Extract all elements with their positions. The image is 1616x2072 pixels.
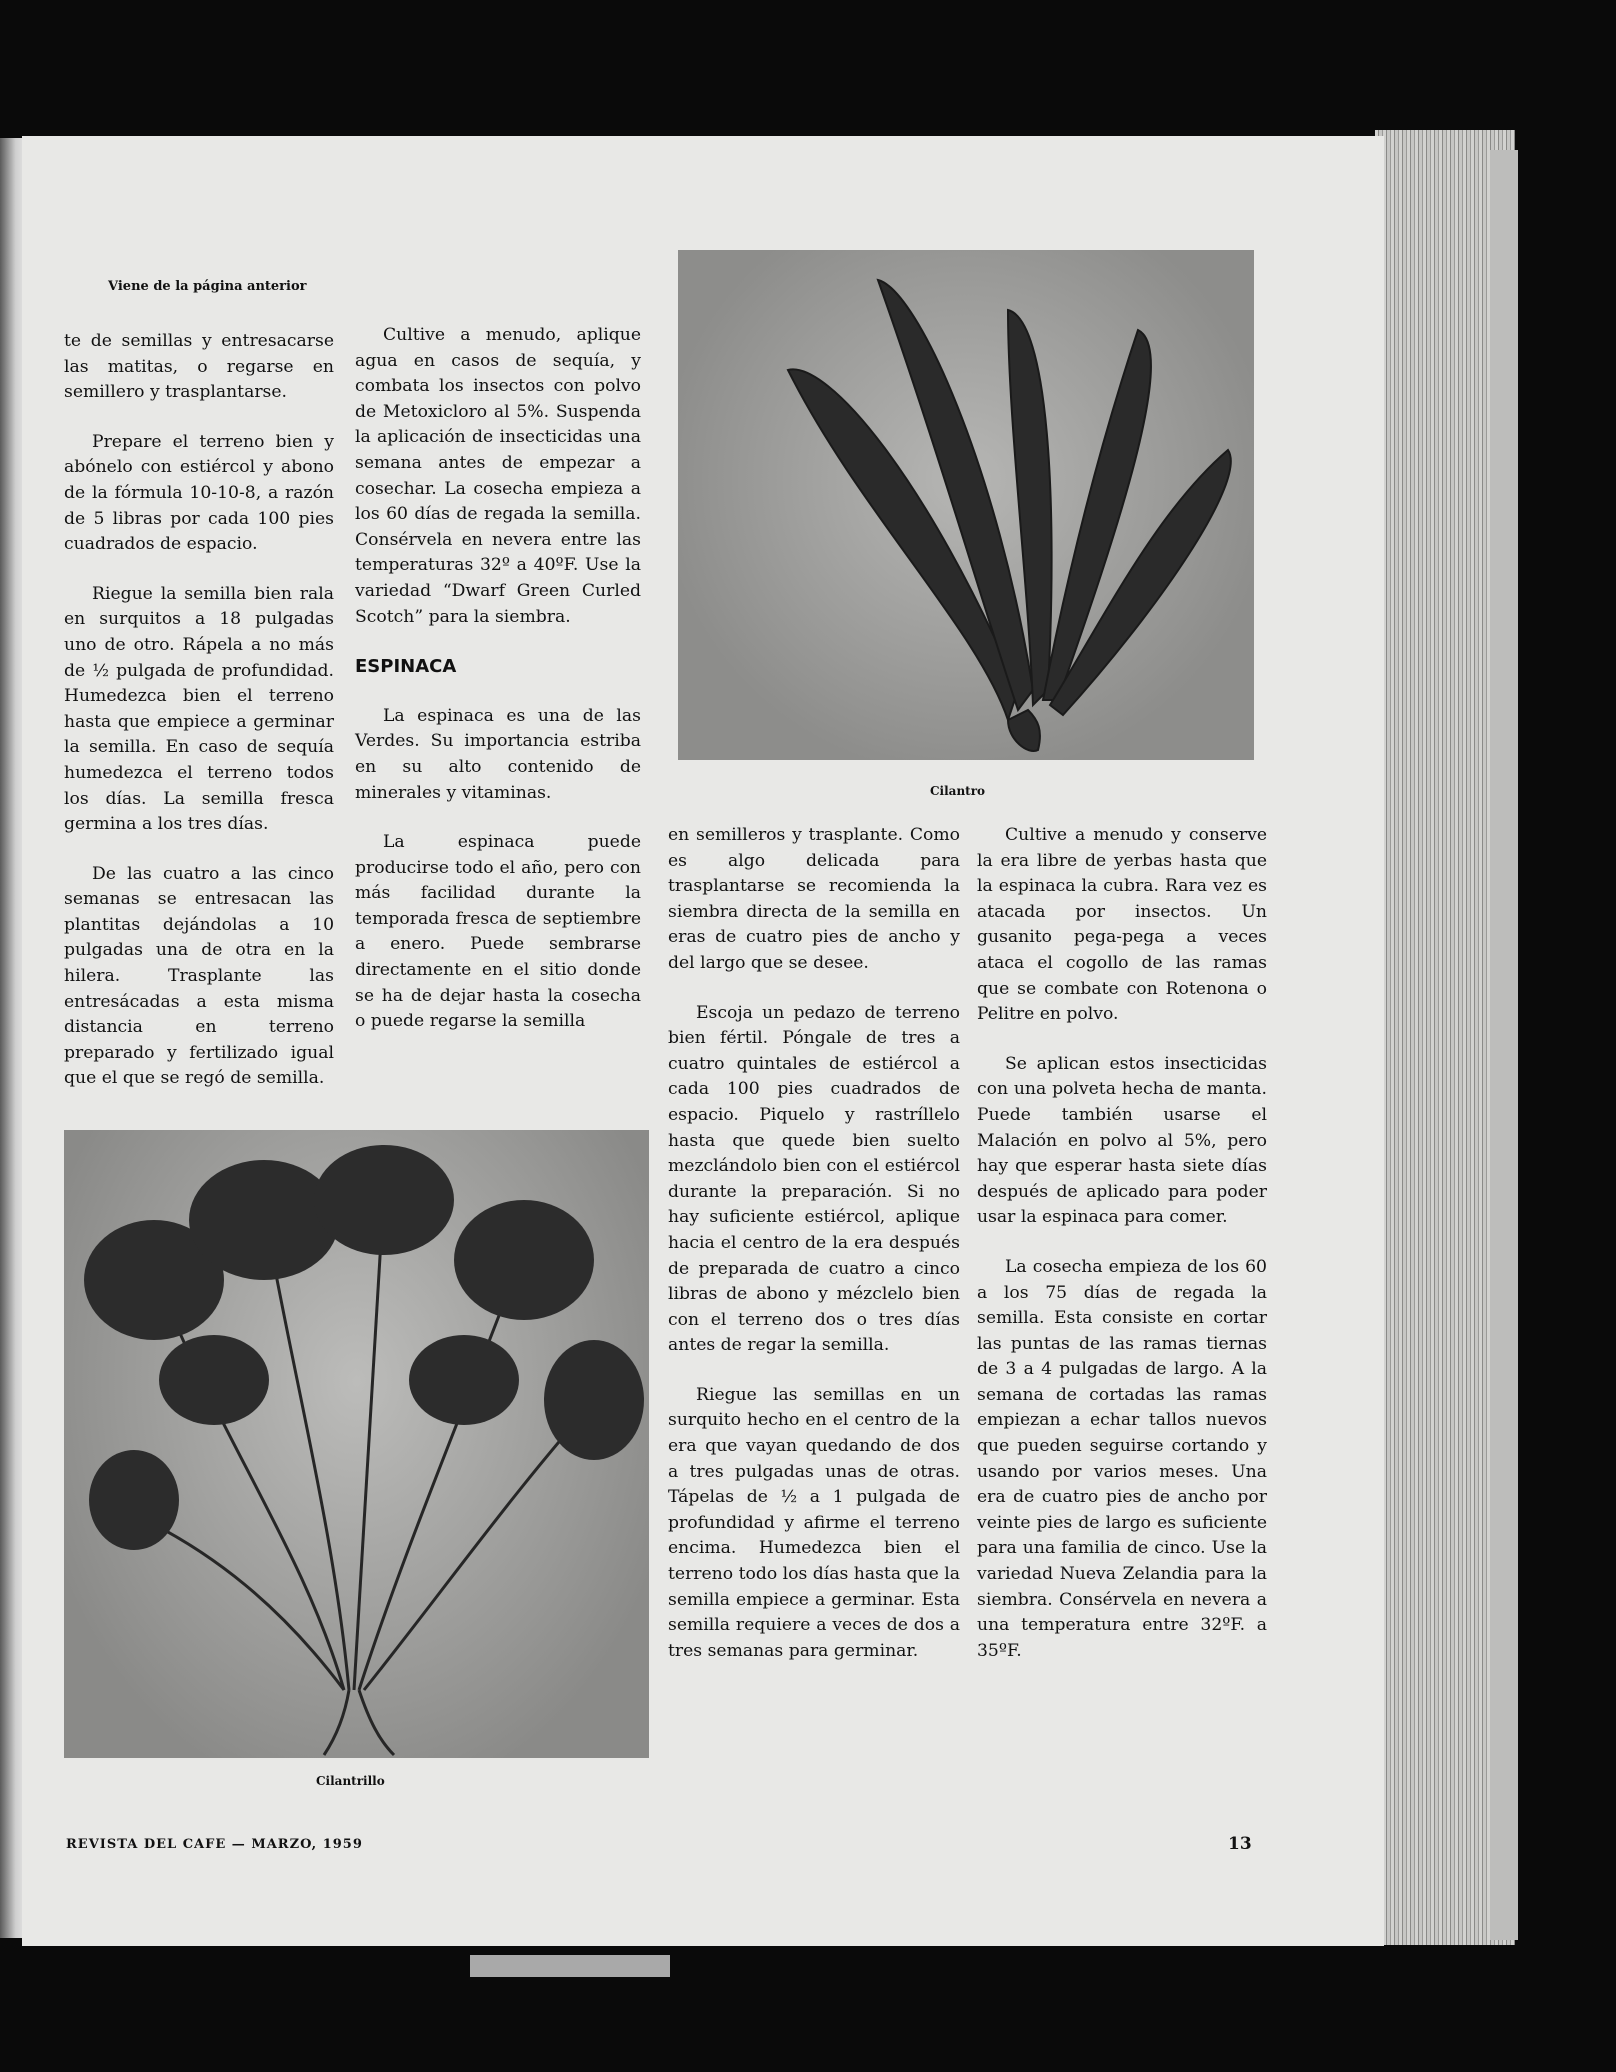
- cilantrillo-photo: [64, 1130, 649, 1758]
- paragraph: Prepare el terreno bien y abónelo con estiércol y abono de la fórmula 10-10-8, a razón de 5 libras por cada 100 pies cuadrados de espacio.: [64, 431, 334, 555]
- paragraph: La cosecha empieza de los 60 a los 75 días de regada la semilla. Esta consiste en cortar las puntas de las ramas tiernas de 3 a 4 pulgadas de largo. A la semana de cortadas las ramas empiezan a echar tallos nuevos que pueden seguirse cortando y usando por varios meses. Una era de cuatro pies de ancho por veinte pies de largo es suficiente para una familia de cinco. Use la variedad Nueva Zelandia para la siembra. Consérvela en nevera a una temperatura entre 32ºF. a 35ºF.: [977, 1256, 1267, 1661]
- cilantro-leaves-illustration: [678, 250, 1254, 760]
- cilantro-photo: [678, 250, 1254, 760]
- paragraph: Se aplican estos insecticidas con una polveta hecha de manta. Puede también usarse el Malación en polvo al 5%, pero hay que esperar hasta siete días después de aplicado para poder usar la espinaca para comer.: [977, 1053, 1267, 1228]
- caption-cilantro: Cilantro: [930, 784, 986, 798]
- paragraph: De las cuatro a las cinco semanas se entresacan las plantitas dejándolas a 10 pulgadas una de otra en la hilera. Trasplante las entresácadas a esta misma distancia en terreno preparado y fertilizado igual que el que se regó de semilla.: [64, 863, 334, 1089]
- paragraph: te de semillas y entresacarse las matitas, o regarse en semillero y trasplantarse.: [64, 331, 334, 403]
- bottom-tab: [470, 1955, 670, 1977]
- caption-cilantrillo: Cilantrillo: [316, 1774, 385, 1788]
- paragraph: Escoja un pedazo de terreno bien fértil. Póngale de tres a cuatro quintales de estiércol a cada 100 pies cuadrados de espacio. Piquelo y rastríllelo hasta que quede bien suelto mezclándolo bien con el estiércol durante la preparación. Si no hay suficiente estiércol, aplique hacia el centro de la era después de preparada de cuatro a cinco libras de abono y mézclelo bien con el terreno dos o tres días antes de regar la semilla.: [668, 1002, 960, 1356]
- page-number: 13: [1228, 1834, 1252, 1854]
- footer-publication: REVISTA DEL CAFE — MARZO, 1959: [66, 1837, 363, 1852]
- cilantrillo-plant-illustration: [64, 1130, 649, 1758]
- paragraph: Cultive a menudo, aplique agua en casos de sequía, y combata los insectos con polvo de Metoxicloro al 5%. Suspenda la aplicación de insecticidas una semana antes de empezar a cosechar. La cosecha empieza a los 60 días de regada la semilla. Consérvela en nevera entre las temperaturas 32º a 40ºF. Use la variedad “Dwarf Green Curled Scotch” para la siembra.: [355, 325, 641, 627]
- book-spine: [1490, 150, 1518, 1940]
- paragraph: Riegue las semillas en un surquito hecho en el centro de la era que vayan quedando de dos a tres pulgadas unas de otras. Tápelas de ½ a 1 pulgada de profundidad y afirme el terreno encima. Humedezca bien el terreno todo los días hasta que la semilla empiece a germinar. Esta semilla requiere a veces de dos a tres semanas para germinar.: [668, 1384, 960, 1661]
- text-column-4: [977, 823, 1267, 1688]
- text-column-1: [64, 329, 334, 1116]
- text-column-2: [355, 323, 641, 1059]
- paragraph: Riegue la semilla bien rala en surquitos a 18 pulgadas uno de otro. Rápela a no más de ½ pulgada de profundidad. Humedezca bien el terreno hasta que empiece a germinar la semilla. En caso de sequía humedezca el terreno todos los días. La semilla fresca germina a los tres días.: [64, 583, 334, 835]
- paragraph: en semilleros y trasplante. Como es algo delicada para trasplantarse se recomienda la siembra directa de la semilla en eras de cuatro pies de ancho y del largo que se desee.: [668, 825, 960, 973]
- section-heading-espinaca: ESPINACA: [355, 656, 457, 678]
- continued-note: Viene de la página anterior: [108, 279, 307, 294]
- text-column-3: [668, 823, 960, 1688]
- paragraph: La espinaca puede producirse todo el año, pero con más facilidad durante la temporada fresca de septiembre a enero. Puede sembrarse directamente en el sitio donde se ha de dejar hasta la cosecha o puede regarse la semilla: [355, 832, 641, 1032]
- paragraph: Cultive a menudo y conserve la era libre de yerbas hasta que la espinaca la cubra. Rara vez es atacada por insectos. Un gusanito pega-pega a veces ataca el cogollo de las ramas que se combate con Rotenona o Pelitre en polvo.: [977, 825, 1267, 1025]
- paragraph: La espinaca es una de las Verdes. Su importancia estriba en su alto contenido de minerales y vitaminas.: [355, 705, 641, 803]
